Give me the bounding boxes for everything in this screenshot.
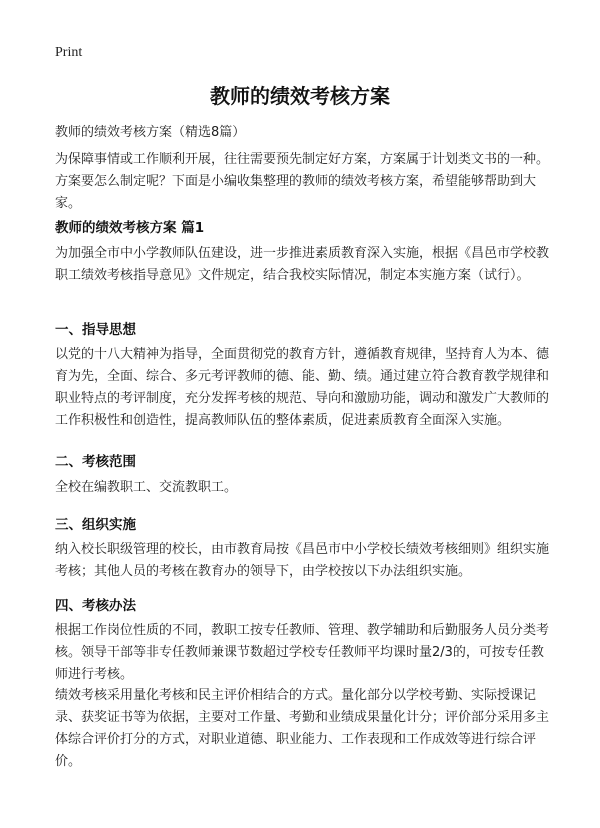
document-subtitle: 教师的绩效考核方案（精选8篇）	[55, 125, 246, 140]
section-paragraph-methods-1: 根据工作岗位性质的不同，教职工按专任教师、管理、教学辅助和后勤服务人员分类考核。领导干部等非专任教师兼课节数超过学校专任教师平均课时量2/3的，可按专任教师进行考核。	[55, 623, 550, 682]
section-paragraph-guiding-ideology: 以党的十八大精神为指导，全面贯彻党的教育方针，遵循教育规律，坚持育人为本、德育为先，全面、综合、多元考评教师的德、能、勤、绩。通过建立符合教育教学规律和职业特点的考评制度，充分发挥考核的规范、导向和激励功能，调动和激发广大教师的工作积极性和创造性，提高教师队伍的整体素质，促进素质教育全面深入实施。	[55, 347, 550, 428]
article-intro-paragraph: 为加强全市中小学教师队伍建设，进一步推进素质教育深入实施，根据《昌邑市学校教职工绩效考核指导意见》文件规定，结合我校实际情况，制定本实施方案（试行）。	[55, 246, 550, 283]
page-title: 教师的绩效考核方案	[210, 84, 390, 108]
section-heading-methods: 四、考核办法	[55, 598, 136, 614]
section-paragraph-methods-2: 绩效考核采用量化考核和民主评价相结合的方式。量化部分以学校考勤、实际授课记录、获奖证书等为依据，主要对工作量、考勤和业绩成果量化计分；评价部分采用多主体综合评价打分的方式，对职业道德、职业能力、工作表现和工作成效等进行综合评价。	[55, 688, 550, 769]
article-heading: 教师的绩效考核方案 篇1	[55, 220, 205, 236]
section-heading-scope: 二、考核范围	[55, 454, 136, 470]
intro-paragraph: 为保障事情或工作顺利开展，往往需要预先制定好方案，方案属于计划类文书的一种。方案要怎么制定呢？下面是小编收集整理的教师的绩效考核方案，希望能够帮助到大家。	[55, 152, 550, 211]
section-heading-organization: 三、组织实施	[55, 517, 136, 533]
section-paragraph-organization: 纳入校长职级管理的校长，由市教育局按《昌邑市中小学校长绩效考核细则》组织实施考核；其他人员的考核在教育办的领导下，由学校按以下办法组织实施。	[55, 542, 550, 579]
print-label[interactable]: Print	[55, 45, 83, 60]
section-heading-guiding-ideology: 一、指导思想	[55, 322, 136, 338]
section-paragraph-scope: 全校在编教职工、交流教职工。	[55, 480, 238, 495]
